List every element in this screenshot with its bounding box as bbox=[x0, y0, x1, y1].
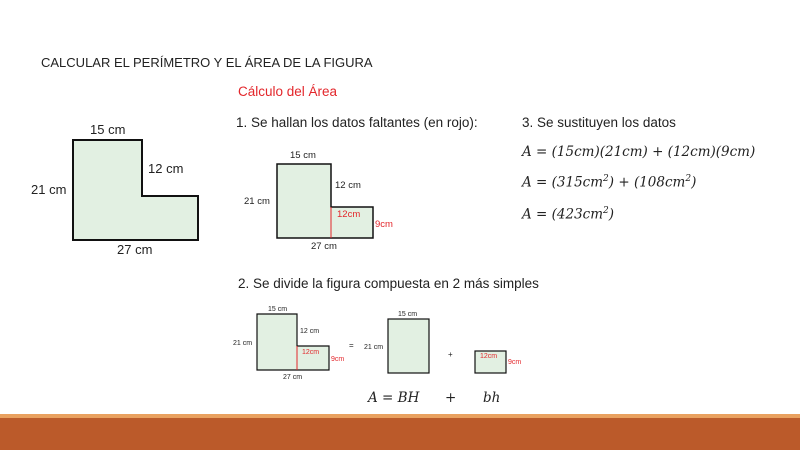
step2-red-right-label: 9cm bbox=[331, 356, 345, 363]
step2-l-shape bbox=[257, 314, 329, 370]
main-l-shape bbox=[73, 140, 198, 240]
step2-big-left-label: 21 cm bbox=[364, 344, 384, 351]
step2-top-label: 15 cm bbox=[268, 306, 288, 313]
formula-line-2 bbox=[522, 174, 696, 191]
step1-red-inner-label: 12cm bbox=[337, 209, 361, 220]
step3-heading: 3. Se sustituyen los datos bbox=[522, 115, 676, 130]
step2-big-rect bbox=[388, 319, 429, 373]
main-bottom-label: 27 cm bbox=[117, 242, 153, 257]
formula-line-2-part-b: ) + (108cm bbox=[608, 174, 686, 191]
step1-top-label: 15 cm bbox=[290, 150, 316, 161]
formula-line-3 bbox=[522, 206, 614, 223]
main-left-label: 21 cm bbox=[31, 182, 67, 197]
step1-l-shape bbox=[277, 164, 373, 238]
step2-left-label: 21 cm bbox=[233, 340, 253, 347]
step1-red-right-label: 9cm bbox=[375, 219, 393, 230]
step2-small-top-label: 12cm bbox=[480, 353, 498, 360]
step1-left-label: 21 cm bbox=[244, 196, 270, 207]
exponent: 2 bbox=[603, 206, 609, 216]
formula-plus: + bbox=[445, 390, 457, 406]
formula-bh-big: A = BH bbox=[368, 390, 420, 406]
step1-heading: 1. Se hallan los datos faltantes (en rojo): bbox=[236, 115, 478, 130]
section-subtitle: Cálculo del Área bbox=[238, 84, 338, 99]
page-title: CALCULAR EL PERÍMETRO Y EL ÁREA DE LA FIGURA bbox=[41, 55, 373, 70]
step2-heading: 2. Se divide la figura compuesta en 2 más simples bbox=[238, 276, 539, 291]
step2-small-right-label: 9cm bbox=[508, 359, 522, 366]
step2-red-inner-label: 12cm bbox=[302, 349, 320, 356]
formula-bh-small: bh bbox=[483, 390, 501, 406]
formula-line-2-part-a: A = (315cm bbox=[522, 174, 604, 191]
formula-line-1: A = (15cm)(21cm) + (12cm)(9cm) bbox=[522, 144, 756, 160]
step1-right-label: 12 cm bbox=[335, 180, 361, 191]
step2-big-top-label: 15 cm bbox=[398, 311, 418, 318]
formula-line-2-part-c: ) bbox=[691, 174, 697, 191]
step2-plus: + bbox=[448, 350, 453, 359]
footer-bar bbox=[0, 418, 800, 450]
formula-line-3-part-a: A = (423cm bbox=[522, 206, 604, 223]
step2-right-label: 12 cm bbox=[300, 328, 320, 335]
exponent: 2 bbox=[685, 174, 692, 184]
exponent: 2 bbox=[603, 174, 609, 184]
step2-bottom-label: 27 cm bbox=[283, 374, 303, 381]
formula-line-3-part-b: ) bbox=[608, 206, 615, 223]
main-right-label: 12 cm bbox=[148, 161, 184, 176]
step2-equals: = bbox=[349, 341, 354, 350]
main-top-label: 15 cm bbox=[90, 122, 126, 137]
step1-bottom-label: 27 cm bbox=[311, 241, 337, 252]
